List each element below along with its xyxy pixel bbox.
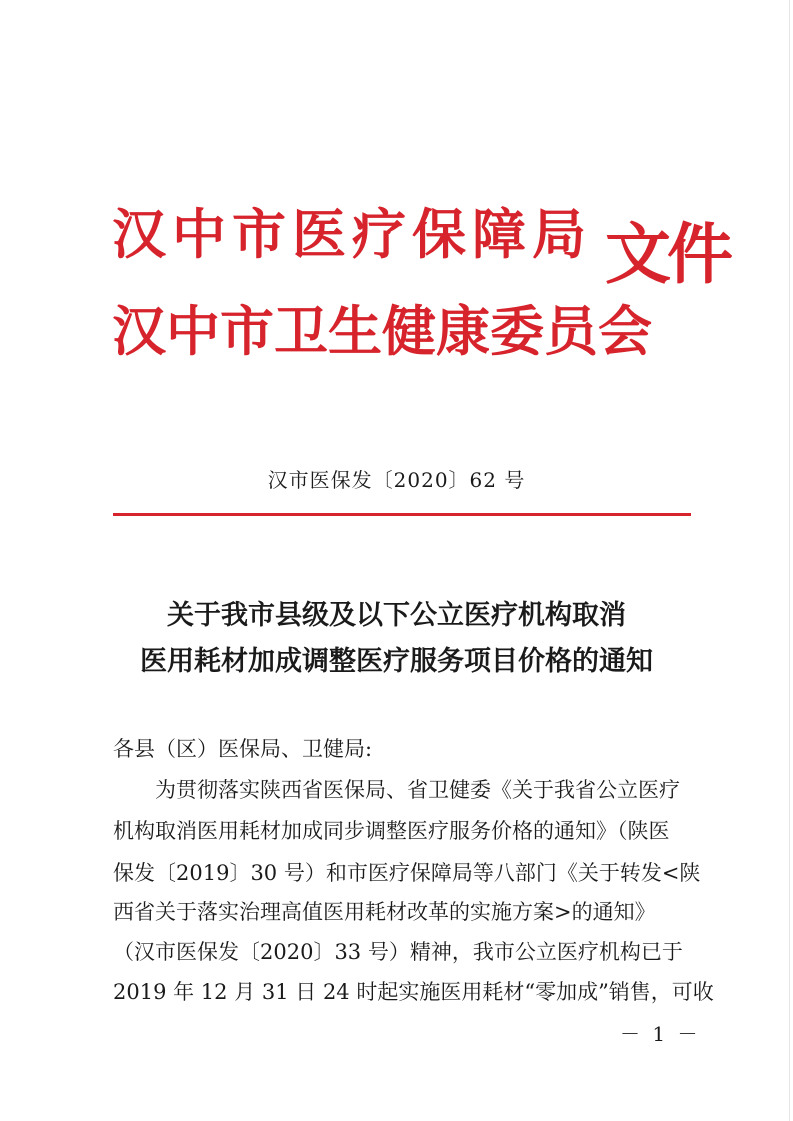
document-number: 汉市医保发〔2020〕62 号 bbox=[267, 468, 526, 492]
page-number: － 1 － bbox=[620, 1022, 701, 1046]
scan-edge-line bbox=[789, 0, 790, 1121]
salutation: 各县（区）医保局、卫健局: bbox=[113, 737, 373, 761]
notice-title-line-1: 关于我市县级及以下公立医疗机构取消 bbox=[167, 600, 626, 631]
body-line: 西省关于落实治理高值医用耗材改革的实施方案>的通知》 bbox=[113, 900, 656, 924]
red-separator-rule bbox=[113, 513, 691, 516]
doc-type-label: 文件 bbox=[605, 216, 729, 293]
issuer-line-2: 汉中市卫生健康委员会 bbox=[112, 300, 652, 363]
body-line: 为贯彻落实陕西省医保局、省卫健委《关于我省公立医疗 bbox=[113, 778, 680, 802]
body-line: 机构取消医用耗材加成同步调整医疗服务价格的通知》（陕医 bbox=[113, 819, 670, 843]
body-line: 保发〔2019〕30 号）和市医疗保障局等八部门《关于转发<陕 bbox=[113, 861, 701, 885]
body-line: （汉市医保发〔2020〕33 号）精神，我市公立医疗机构已于 bbox=[113, 940, 683, 964]
issuer-line-1: 汉中市医疗保障局 bbox=[112, 203, 592, 266]
body-line: 2019 年 12 月 31 日 24 时起实施医用耗材“零加成”销售，可收 bbox=[113, 980, 714, 1004]
notice-title-line-2: 医用耗材加成调整医疗服务项目价格的通知 bbox=[140, 646, 653, 677]
